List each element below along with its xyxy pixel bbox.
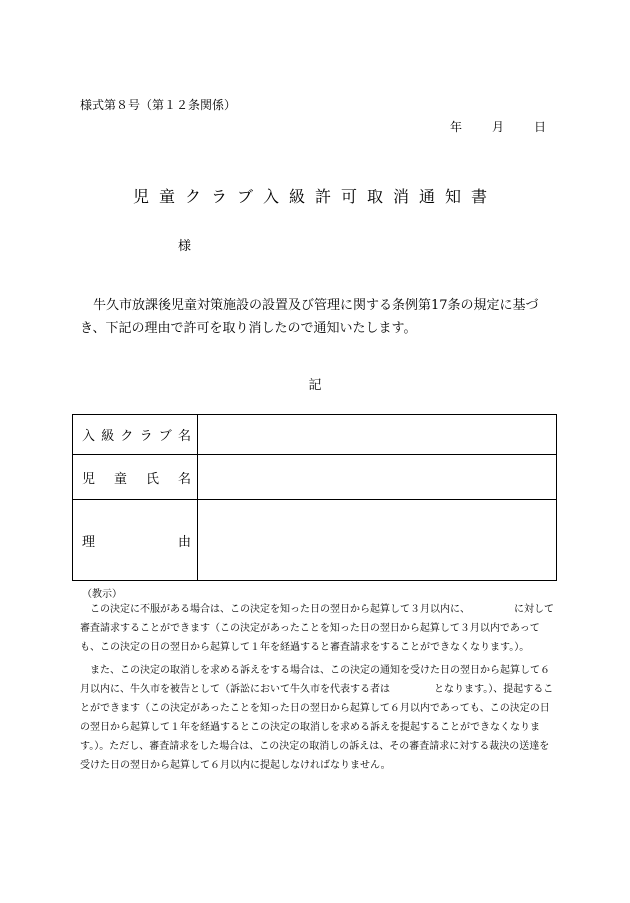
instruction-p1-part-a: この決定に不服がある場合は、この決定を知った日の翌日から起算して３月以内に、 xyxy=(90,604,470,615)
instruction-paragraph-2 xyxy=(80,661,554,775)
ki-label: 記 xyxy=(308,378,322,393)
instruction-p2-part-b: となります。）、提起することができます（この決定があったことを知った日の翌日から起算して６月以内であっても、この決定の日の翌日から起算して１年を経過するとこの決定の取消しを求める訴えを提起することができなくなります。）。ただし、審査請求をした場合は、この決定の取消しの訴えは、その審査請求に対する裁決の送達を受けた日の翌日から起算して６月以内に提起しなければなりません。 xyxy=(80,684,554,771)
date-line xyxy=(450,118,546,135)
reason-label: 理由 xyxy=(73,500,198,581)
reason-field[interactable] xyxy=(198,500,557,581)
table-row-child xyxy=(73,455,557,500)
instruction-heading: （教示） xyxy=(82,589,122,600)
date-year-label: 年 xyxy=(450,120,463,134)
club-name-label: 入級クラブ名 xyxy=(73,415,198,455)
document-title: 児童クラブ入級許可取消通知書 xyxy=(132,187,497,206)
instruction-p1-part-b: に対して審査請求することができます（この決定があったことを知った日の翌日から起算して３月以内であっても、この決定の日の翌日から起算して１年を経過すると審査請求をすることができなくなります。）。 xyxy=(80,604,554,653)
child-name-field[interactable] xyxy=(198,455,557,500)
addressee-suffix: 様 xyxy=(178,239,192,254)
form-number: 様式第８号（第１２条関係） xyxy=(80,98,237,112)
date-day-label: 日 xyxy=(534,120,547,134)
notice-body: 牛久市放課後児童対策施設の設置及び管理に関する条例第17条の規定に基づき、下記の理由で許可を取り消したので通知いたします。 xyxy=(80,298,539,336)
club-name-field[interactable] xyxy=(198,415,557,455)
info-table xyxy=(72,414,557,581)
child-name-label: 児童氏名 xyxy=(73,455,198,500)
instruction-p2-part-a: また、この決定の取消しを求める訴えをする場合は、この決定の通知を受けた日の翌日から起算して６月以内に、牛久市を被告として（訴訟において牛久市を代表する者は xyxy=(80,665,550,695)
table-row-reason xyxy=(73,500,557,581)
table-row-club xyxy=(73,415,557,455)
instruction-paragraph-1 xyxy=(80,600,554,657)
date-month-label: 月 xyxy=(492,120,505,134)
